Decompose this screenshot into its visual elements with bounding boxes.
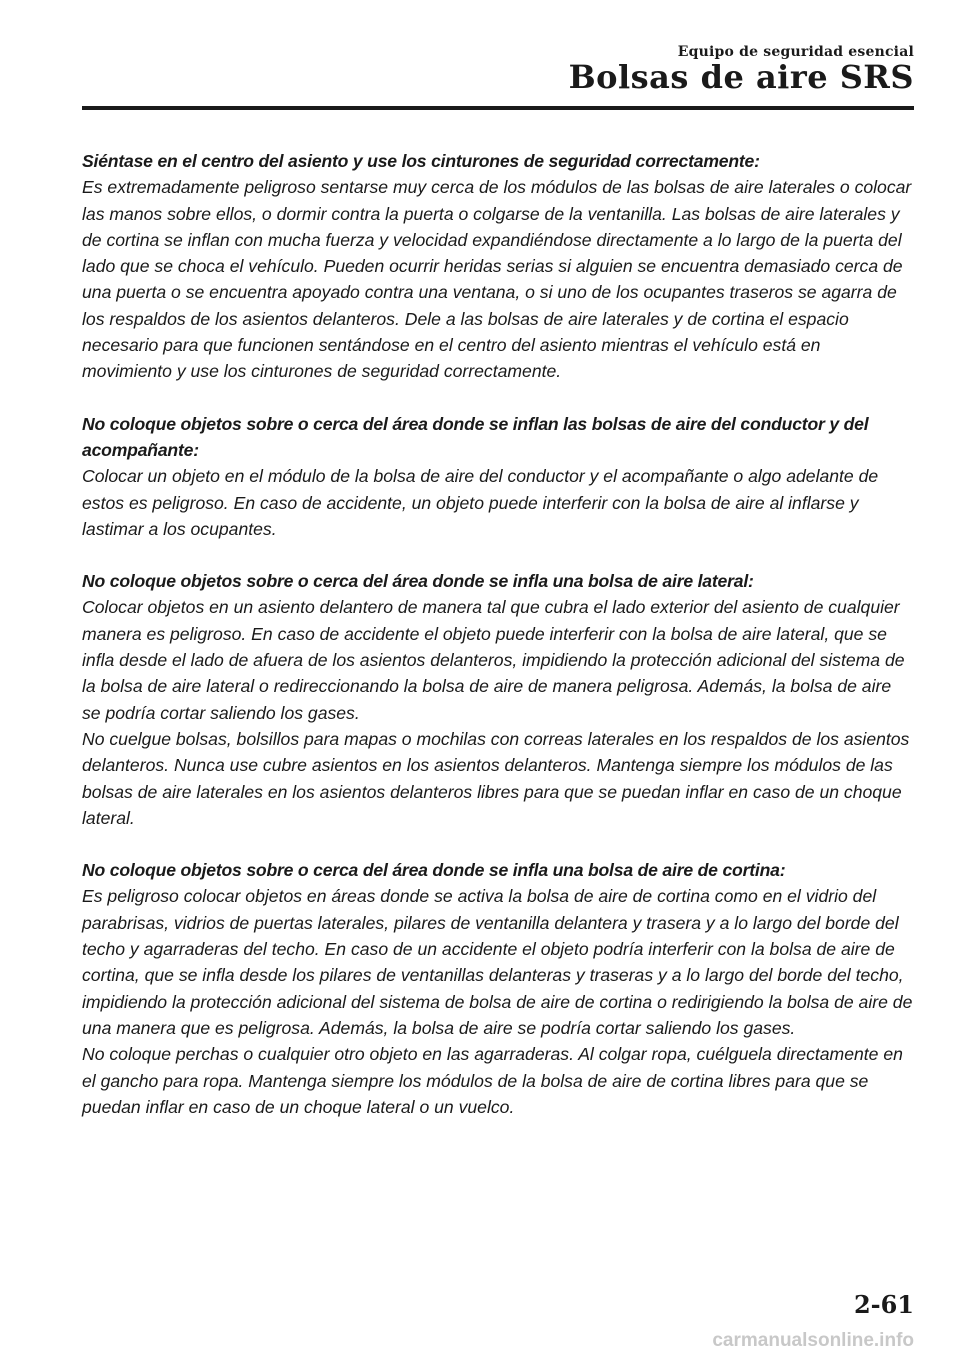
watermark: carmanualsonline.info	[712, 1330, 914, 1351]
section-paragraph: No coloque perchas o cualquier otro objeto en las agarraderas. Al colgar ropa, cuélguela directamente en el gancho para ropa. Mantenga siempre los módulos de la bolsa de aire de cortina libres para que se puedan inflar en caso de un choque lateral o un vuelco.	[82, 1044, 903, 1117]
section-paragraph: No cuelgue bolsas, bolsillos para mapas o mochilas con correas laterales en los respaldos de los asientos delanteros. Nunca use cubre asientos en los asientos delanteros. Mantenga siempre los módulos de las bolsas de aire laterales en los asientos delanteros libres para que se puedan inflar en caso de un choque lateral.	[82, 728, 910, 828]
section-curtain-airbag	[82, 857, 914, 1120]
section-center-seat	[82, 148, 914, 385]
section-heading: No coloque objetos sobre o cerca del área donde se infla una bolsa de aire lateral:	[82, 571, 754, 592]
section-heading: No coloque objetos sobre o cerca del área donde se inflan las bolsas de aire del conductor y del acompañante:	[82, 413, 869, 460]
page-content	[82, 148, 914, 1146]
section-paragraph: Colocar un objeto en el módulo de la bolsa de aire del conductor y el acompañante o algo adelante de estos es peligroso. En caso de accidente, un objeto puede interferir con la bolsa de aire al inflarse y lastimar a los ocupantes.	[82, 466, 879, 539]
section-paragraph: Colocar objetos en un asiento delantero de manera tal que cubra el lado exterior del asiento de cualquier manera es peligroso. En caso de accidente el objeto puede interferir con la bolsa de aire lateral, que se infla desde el lado de afuera de los asientos delanteros, impidiendo la protección adicional del sistema de la bolsa de aire lateral o redireccionando la bolsa de aire de manera peligrosa. Además, la bolsa de aire se podría cortar saliendo los gases.	[82, 597, 905, 723]
section-driver-passenger-airbag	[82, 411, 914, 542]
section-heading: Siéntase en el centro del asiento y use los cinturones de seguridad correctamente:	[82, 151, 760, 171]
page-number: 2-61	[853, 1290, 914, 1319]
section-side-airbag	[82, 568, 914, 831]
header-section-name: Equipo de seguridad esencial	[677, 44, 914, 60]
section-paragraph: Es peligroso colocar objetos en áreas donde se activa la bolsa de aire de cortina como en el vidrio del parabrisas, vidrios de puertas laterales, pilares de ventanilla delantera y trasera y a lo largo del borde del techo y agarraderas del techo. En caso de un accidente el objeto podría interferir con la bolsa de aire de cortina, que se infla desde los pilares de ventanillas delanteras y traseras y a lo largo del borde del techo, impidiendo la protección adicional del sistema de bolsa de aire de cortina o redirigiendo la bolsa de aire de una manera que es peligrosa. Además, la bolsa de aire se podría cortar saliendo los gases.	[82, 886, 913, 1038]
page-header	[0, 0, 960, 110]
header-divider	[82, 106, 914, 110]
header-title: Bolsas de aire SRS	[568, 58, 914, 96]
section-heading: No coloque objetos sobre o cerca del área donde se infla una bolsa de aire de cortina:	[82, 860, 786, 881]
section-paragraph: Es extremadamente peligroso sentarse muy cerca de los módulos de las bolsas de aire laterales o colocar las manos sobre ellos, o dormir contra la puerta o colgarse de la ventanilla. Las bolsas de aire laterales y de cortina se inflan con mucha fuerza y velocidad expandiéndose directamente a lo largo de la puerta del lado que se choca el vehículo. Pueden ocurrir heridas serias si alguien se encuentra demasiado cerca de una puerta o se encuentra apoyado contra una ventana, o si uno de los ocupantes traseros se agarra de los respaldos de los asientos delanteros. Dele a las bolsas de aire laterales y de cortina el espacio necesario para que funcionen sentándose en el centro del asiento mientras el vehículo está en movimiento y use los cinturones de seguridad correctamente.	[82, 177, 912, 382]
